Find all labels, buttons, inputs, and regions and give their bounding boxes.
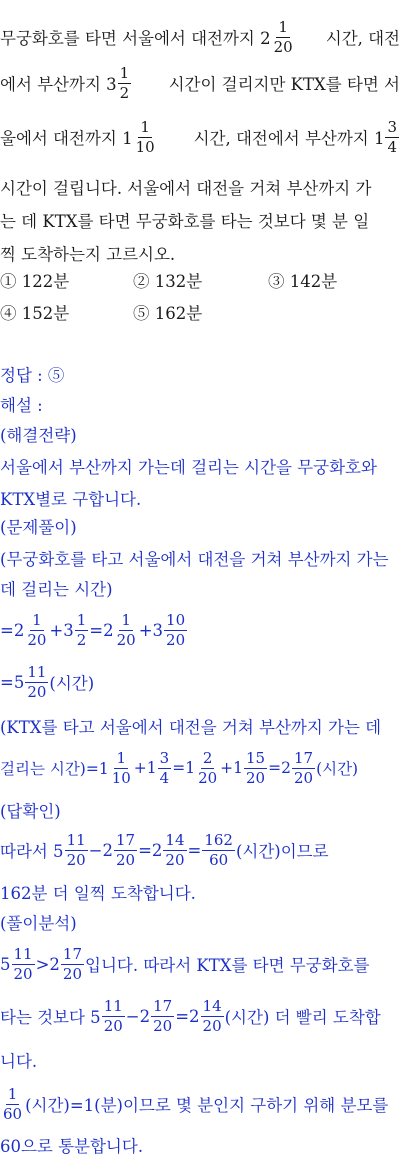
heading-text: (답확인)	[0, 802, 61, 821]
fraction: $\frac{17}{20}$	[293, 748, 314, 787]
question-text: 시간, 대전에서 부산까지 1	[193, 129, 385, 148]
solution-text: (무궁화호를 타고 서울에서 대전을 거쳐 부산까지 가는	[0, 550, 389, 569]
equation-5: 5 $\frac{11}{20}$ >2 $\frac{17}{20}$ 입니다. 따라서 KTX를 타면 무궁화호를	[0, 944, 370, 983]
choice-3[interactable]: ③ 142분	[268, 272, 338, 291]
choice-4[interactable]: ④ 152분	[0, 304, 70, 323]
fraction: $\frac{15}{20}$	[246, 748, 266, 787]
fraction: $\frac{1}{20}$	[27, 610, 47, 649]
fraction: $\frac{14}{20}$	[202, 996, 222, 1035]
solution-text: 162분 더 일찍 도착합니다.	[0, 884, 196, 903]
question-text: 시간이 걸리지만 KTX를 타면 서	[168, 75, 400, 94]
fraction: $\frac{11}{20}$	[13, 944, 33, 983]
fraction: $\frac{10}{20}$	[166, 610, 186, 649]
explain-label	[0, 390, 400, 418]
choice-5[interactable]: ⑤ 162분	[133, 304, 203, 323]
heading-text: (문제풀이)	[0, 518, 77, 537]
equation-3: 걸리는 시간)=1 $\frac{1}{10}$ +1 $\frac{3}{4}$ =1 $\frac{2}{20}$ +1 $\frac{15}{20}$ =2 $\frac{17}{20}$ (시간)	[0, 748, 359, 787]
check-line-2	[0, 878, 400, 906]
strategy-heading	[0, 420, 400, 448]
solution-text: KTX별로 구합니다.	[0, 490, 142, 509]
question-text: 무궁화호를 타면 서울에서 대전까지 2	[0, 29, 271, 48]
question-line-1	[0, 14, 400, 60]
fraction: $\frac{1}{60}$	[3, 1084, 23, 1123]
heading-text: (해결전략)	[0, 426, 77, 445]
explain-text: 해설 :	[0, 396, 43, 415]
fraction: $\frac{17}{20}$	[153, 996, 173, 1035]
solution-text: 니다.	[0, 1052, 38, 1071]
equation-4: 따라서 5 $\frac{11}{20}$ −2 $\frac{17}{20}$ =2 $\frac{14}{20}$ = $\frac{162}{60}$ (시간)이므로	[0, 830, 329, 869]
analysis-line-5	[0, 1132, 400, 1158]
heading-text: (풀이분석)	[0, 914, 77, 933]
strategy-line-2	[0, 484, 400, 512]
question-line-5	[0, 205, 400, 235]
solution-text: (KTX를 타고 서울에서 대전을 거쳐 부산까지 가는 데	[0, 718, 382, 737]
fraction: $\frac{11}{20}$	[103, 996, 123, 1035]
question-text: 울에서 대전까지 1	[0, 129, 133, 148]
choice-2[interactable]: ② 132분	[133, 272, 203, 291]
fraction: $\frac{14}{20}$	[165, 830, 185, 869]
fraction: $\frac{1}{2}$	[76, 610, 87, 649]
fraction: $\frac{162}{60}$	[204, 830, 233, 869]
check-heading	[0, 796, 400, 824]
question-line-6	[0, 238, 400, 268]
answer-text: 정답 : ⑤	[0, 366, 65, 385]
equation-2: =5 $\frac{11}{20}$ (시간)	[0, 662, 95, 701]
fraction: $\frac{2}{20}$	[198, 748, 218, 787]
question-line-2	[0, 60, 400, 106]
fraction: $\frac{17}{20}$	[62, 944, 83, 983]
fraction: $\frac{11}{20}$	[66, 830, 86, 869]
question-text: 에서 부산까지 3	[0, 75, 117, 94]
solution-text: 데 걸리는 시간)	[0, 580, 113, 599]
fraction: $\frac{17}{20}$	[115, 830, 136, 869]
fraction: $\frac{1}{20}$	[273, 17, 293, 56]
question-line-3	[0, 112, 400, 162]
answer-line	[0, 360, 400, 388]
fraction: $\frac{1}{10}$	[135, 117, 155, 156]
equation-6: 타는 것보다 5 $\frac{11}{20}$ −2 $\frac{17}{20}$ =2 $\frac{14}{20}$ (시간) 더 빨리 도착합	[0, 996, 381, 1035]
question-text: 는 데 KTX를 타면 무궁화호를 타는 것보다 몇 분 일	[0, 212, 370, 231]
question-line-4	[0, 172, 400, 202]
solution-text: 서울에서 부산까지 가는데 걸리는 시간을 무궁화호와	[0, 458, 377, 477]
fraction: $\frac{11}{20}$	[27, 662, 47, 701]
equation-1: =2 $\frac{1}{20}$ +3 $\frac{1}{2}$ =2 $\frac{1}{20}$ +3 $\frac{10}{20}$	[0, 610, 186, 649]
solve-line-2	[0, 574, 400, 602]
equation-7: $\frac{1}{60}$ (시간)=1(분)이므로 몇 분인지 구하기 위해 분모를	[3, 1084, 389, 1123]
fraction: $\frac{1}{20}$	[116, 610, 136, 649]
solve-line-1	[0, 544, 400, 572]
analysis-line-3	[0, 1046, 400, 1074]
fraction: $\frac{1}{10}$	[111, 748, 131, 787]
question-text: 시간, 대전	[325, 29, 400, 48]
solution-text: 60으로 통분합니다.	[0, 1137, 144, 1156]
fraction: $\frac{1}{2}$	[119, 63, 130, 102]
strategy-line-1	[0, 452, 400, 480]
solve-line-3	[0, 712, 400, 740]
analysis-heading	[0, 908, 400, 936]
question-text: 시간이 걸립니다. 서울에서 대전을 거쳐 부산까지 가	[0, 179, 372, 198]
solve-heading	[0, 512, 400, 540]
fraction: $\frac{3}{4}$	[159, 748, 170, 787]
choice-1[interactable]: ① 122분	[0, 272, 70, 291]
question-text: 찍 도착하는지 고르시오.	[0, 245, 176, 264]
fraction: $\frac{3}{4}$	[387, 117, 397, 156]
